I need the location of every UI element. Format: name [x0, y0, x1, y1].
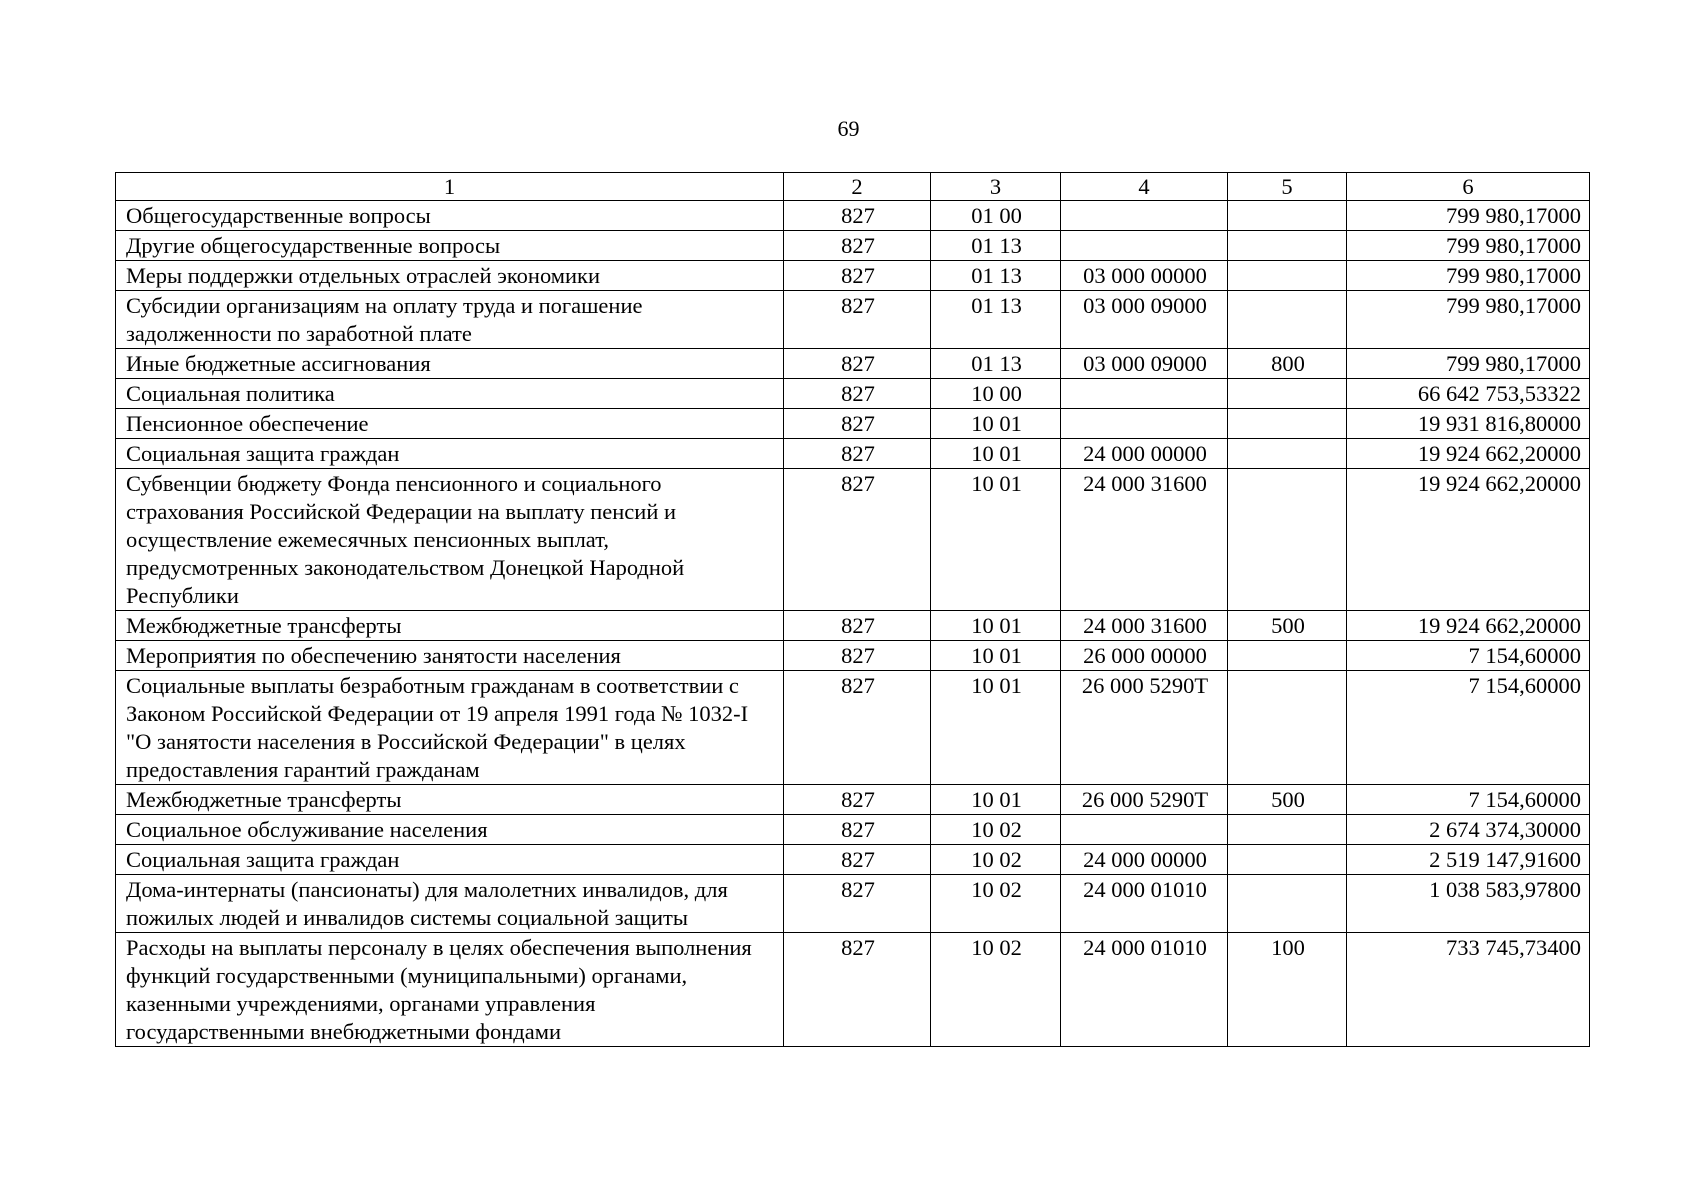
- header-row: [116, 173, 1590, 201]
- header-col-2: 2: [784, 173, 931, 201]
- section-code: 10 01: [931, 469, 1061, 611]
- target-article-code: [1061, 231, 1228, 261]
- section-code: 10 02: [931, 875, 1061, 933]
- header-col-4: 4: [1061, 173, 1228, 201]
- amount: 2 674 374,30000: [1347, 815, 1590, 845]
- row-name: Дома-интернаты (пансионаты) для малолетних инвалидов, для пожилых людей и инвалидов системы социальной защиты: [116, 875, 784, 933]
- budget-table: [115, 172, 1590, 1047]
- budget-table-body: [116, 173, 1590, 1047]
- amount: 799 980,17000: [1347, 201, 1590, 231]
- section-code: 01 13: [931, 231, 1061, 261]
- table-row: [116, 641, 1590, 671]
- row-name: Социальные выплаты безработным гражданам в соответствии с Законом Российской Федерации от 19 апреля 1991 года № 1032-I "О занятости населения в Российской Федерации" в целях предоставления гарантий гражданам: [116, 671, 784, 785]
- department-code: 827: [784, 845, 931, 875]
- row-name: Иные бюджетные ассигнования: [116, 349, 784, 379]
- section-code: 10 01: [931, 409, 1061, 439]
- target-article-code: 26 000 5290Т: [1061, 671, 1228, 785]
- expense-type-code: [1228, 261, 1347, 291]
- target-article-code: 03 000 00000: [1061, 261, 1228, 291]
- department-code: 827: [784, 379, 931, 409]
- expense-type-code: 500: [1228, 785, 1347, 815]
- section-code: 01 00: [931, 201, 1061, 231]
- table-row: [116, 815, 1590, 845]
- table-row: [116, 671, 1590, 785]
- row-name: Социальное обслуживание населения: [116, 815, 784, 845]
- expense-type-code: [1228, 875, 1347, 933]
- department-code: 827: [784, 261, 931, 291]
- section-code: 10 02: [931, 815, 1061, 845]
- amount: 799 980,17000: [1347, 291, 1590, 349]
- amount: 799 980,17000: [1347, 231, 1590, 261]
- section-code: 01 13: [931, 261, 1061, 291]
- row-name: Социальная защита граждан: [116, 439, 784, 469]
- amount: 7 154,60000: [1347, 785, 1590, 815]
- table-row: [116, 875, 1590, 933]
- section-code: 10 01: [931, 785, 1061, 815]
- target-article-code: [1061, 201, 1228, 231]
- department-code: 827: [784, 815, 931, 845]
- target-article-code: 24 000 01010: [1061, 875, 1228, 933]
- expense-type-code: [1228, 845, 1347, 875]
- table-row: [116, 439, 1590, 469]
- table-row: [116, 845, 1590, 875]
- header-col-5: 5: [1228, 173, 1347, 201]
- target-article-code: 24 000 31600: [1061, 469, 1228, 611]
- table-row: [116, 201, 1590, 231]
- target-article-code: 03 000 09000: [1061, 291, 1228, 349]
- table-row: [116, 933, 1590, 1047]
- section-code: 10 01: [931, 641, 1061, 671]
- section-code: 10 01: [931, 671, 1061, 785]
- expense-type-code: [1228, 671, 1347, 785]
- department-code: 827: [784, 201, 931, 231]
- expense-type-code: [1228, 815, 1347, 845]
- expense-type-code: [1228, 469, 1347, 611]
- table-row: [116, 469, 1590, 611]
- row-name: Мероприятия по обеспечению занятости населения: [116, 641, 784, 671]
- amount: 7 154,60000: [1347, 641, 1590, 671]
- department-code: 827: [784, 469, 931, 611]
- amount: 7 154,60000: [1347, 671, 1590, 785]
- amount: 799 980,17000: [1347, 349, 1590, 379]
- amount: 19 924 662,20000: [1347, 469, 1590, 611]
- table-row: [116, 409, 1590, 439]
- section-code: 01 13: [931, 291, 1061, 349]
- table-row: [116, 261, 1590, 291]
- amount: 19 924 662,20000: [1347, 439, 1590, 469]
- section-code: 10 02: [931, 933, 1061, 1047]
- amount: 1 038 583,97800: [1347, 875, 1590, 933]
- amount: 733 745,73400: [1347, 933, 1590, 1047]
- department-code: 827: [784, 933, 931, 1047]
- expense-type-code: 500: [1228, 611, 1347, 641]
- table-row: [116, 379, 1590, 409]
- page-number: 69: [837, 116, 860, 141]
- expense-type-code: 800: [1228, 349, 1347, 379]
- expense-type-code: [1228, 641, 1347, 671]
- department-code: 827: [784, 291, 931, 349]
- target-article-code: [1061, 379, 1228, 409]
- row-name: Социальная политика: [116, 379, 784, 409]
- table-row: [116, 785, 1590, 815]
- target-article-code: 24 000 31600: [1061, 611, 1228, 641]
- department-code: 827: [784, 785, 931, 815]
- header-col-1: 1: [116, 173, 784, 201]
- row-name: Субвенции бюджету Фонда пенсионного и социального страхования Российской Федерации на выплату пенсий и осуществление ежемесячных пенсионных выплат, предусмотренных законодательством Донецкой Народной Республики: [116, 469, 784, 611]
- target-article-code: [1061, 815, 1228, 845]
- department-code: 827: [784, 875, 931, 933]
- target-article-code: 26 000 00000: [1061, 641, 1228, 671]
- table-row: [116, 349, 1590, 379]
- target-article-code: 24 000 01010: [1061, 933, 1228, 1047]
- section-code: 01 13: [931, 349, 1061, 379]
- target-article-code: [1061, 409, 1228, 439]
- row-name: Межбюджетные трансферты: [116, 785, 784, 815]
- department-code: 827: [784, 671, 931, 785]
- row-name: Социальная защита граждан: [116, 845, 784, 875]
- expense-type-code: [1228, 409, 1347, 439]
- row-name: Субсидии организациям на оплату труда и погашение задолженности по заработной плате: [116, 291, 784, 349]
- target-article-code: 26 000 5290Т: [1061, 785, 1228, 815]
- row-name: Расходы на выплаты персоналу в целях обеспечения выполнения функций государственными (муниципальными) органами, казенными учреждениями, органами управления государственными внебюджетными фондами: [116, 933, 784, 1047]
- department-code: 827: [784, 641, 931, 671]
- expense-type-code: [1228, 291, 1347, 349]
- amount: 799 980,17000: [1347, 261, 1590, 291]
- expense-type-code: [1228, 231, 1347, 261]
- department-code: 827: [784, 231, 931, 261]
- department-code: 827: [784, 409, 931, 439]
- department-code: 827: [784, 349, 931, 379]
- target-article-code: 24 000 00000: [1061, 845, 1228, 875]
- section-code: 10 01: [931, 439, 1061, 469]
- table-row: [116, 291, 1590, 349]
- target-article-code: 24 000 00000: [1061, 439, 1228, 469]
- row-name: Меры поддержки отдельных отраслей экономики: [116, 261, 784, 291]
- table-row: [116, 611, 1590, 641]
- amount: 2 519 147,91600: [1347, 845, 1590, 875]
- row-name: Общегосударственные вопросы: [116, 201, 784, 231]
- section-code: 10 00: [931, 379, 1061, 409]
- amount: 19 924 662,20000: [1347, 611, 1590, 641]
- section-code: 10 02: [931, 845, 1061, 875]
- header-col-3: 3: [931, 173, 1061, 201]
- amount: 66 642 753,53322: [1347, 379, 1590, 409]
- department-code: 827: [784, 439, 931, 469]
- expense-type-code: [1228, 201, 1347, 231]
- row-name: Другие общегосударственные вопросы: [116, 231, 784, 261]
- expense-type-code: [1228, 379, 1347, 409]
- section-code: 10 01: [931, 611, 1061, 641]
- row-name: Пенсионное обеспечение: [116, 409, 784, 439]
- target-article-code: 03 000 09000: [1061, 349, 1228, 379]
- amount: 19 931 816,80000: [1347, 409, 1590, 439]
- expense-type-code: [1228, 439, 1347, 469]
- table-row: [116, 231, 1590, 261]
- expense-type-code: 100: [1228, 933, 1347, 1047]
- department-code: 827: [784, 611, 931, 641]
- row-name: Межбюджетные трансферты: [116, 611, 784, 641]
- header-col-6: 6: [1347, 173, 1590, 201]
